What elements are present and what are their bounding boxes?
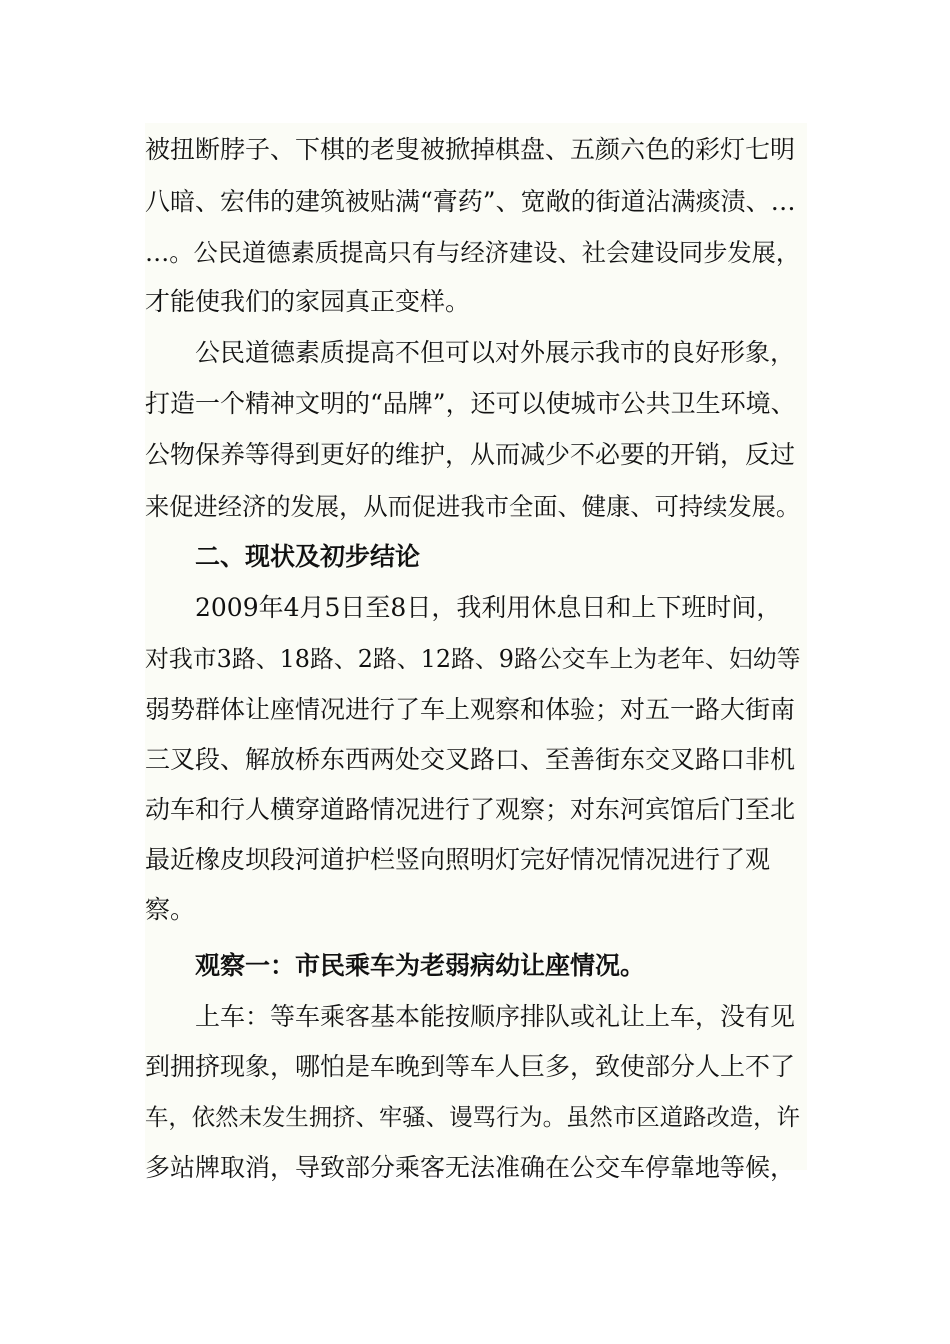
text-line: 公物保养等得到更好的维护，从而减少不必要的开销，反过 <box>145 440 796 469</box>
text-line: 才能使我们的家园真正变样。 <box>145 287 471 316</box>
text-line: 察。 <box>145 895 196 924</box>
text-line: …。公民道德素质提高只有与经济建设、社会建设同步发展， <box>145 238 801 267</box>
text-line: 打造一个精神文明的“品牌”，还可以使城市公共卫生环境、 <box>145 389 796 418</box>
paragraph-start: 公民道德素质提高不但可以对外展示我市的良好形象， <box>195 338 796 367</box>
text-line: 来促进经济的发展，从而促进我市全面、健康、可持续发展。 <box>145 492 801 521</box>
text-line: 对我市3路、18路、2路、12路、9路公交车上为老年、妇幼等 <box>145 645 801 673</box>
paragraph-start: 上车：等车乘客基本能按顺序排队或礼让上车，没有见 <box>195 1002 796 1031</box>
text-line: 多站牌取消，导致部分乘客无法准确在公交车停靠地等候， <box>145 1153 796 1182</box>
text-line: 被扭断脖子、下棋的老叟被掀掉棋盘、五颜六色的彩灯七明 <box>145 135 796 164</box>
section-heading: 二、现状及初步结论 <box>195 542 421 571</box>
subsection-heading: 观察一：市民乘车为老弱病幼让座情况。 <box>195 951 646 980</box>
text-line: 八暗、宏伟的建筑被贴满“膏药”、宽敞的街道沾满痰渍、… <box>145 187 796 216</box>
body-text <box>145 123 807 1182</box>
paragraph-start: 2009年4月5日至8日，我利用休息日和上下班时间， <box>195 593 782 622</box>
text-line: 到拥挤现象，哪怕是车晚到等车人巨多，致使部分人上不了 <box>145 1052 796 1081</box>
text-line: 弱势群体让座情况进行了车上观察和体验；对五一路大街南 <box>145 695 796 724</box>
text-line: 最近橡皮坝段河道护栏竖向照明灯完好情况情况进行了观 <box>145 845 771 874</box>
text-line: 三叉段、解放桥东西两处交叉路口、至善街东交叉路口非机 <box>145 745 796 774</box>
text-line: 车，依然未发生拥挤、牢骚、谩骂行为。虽然市区道路改造，许 <box>145 1103 800 1131</box>
text-line: 动车和行人横穿道路情况进行了观察；对东河宾馆后门至北 <box>145 795 796 824</box>
